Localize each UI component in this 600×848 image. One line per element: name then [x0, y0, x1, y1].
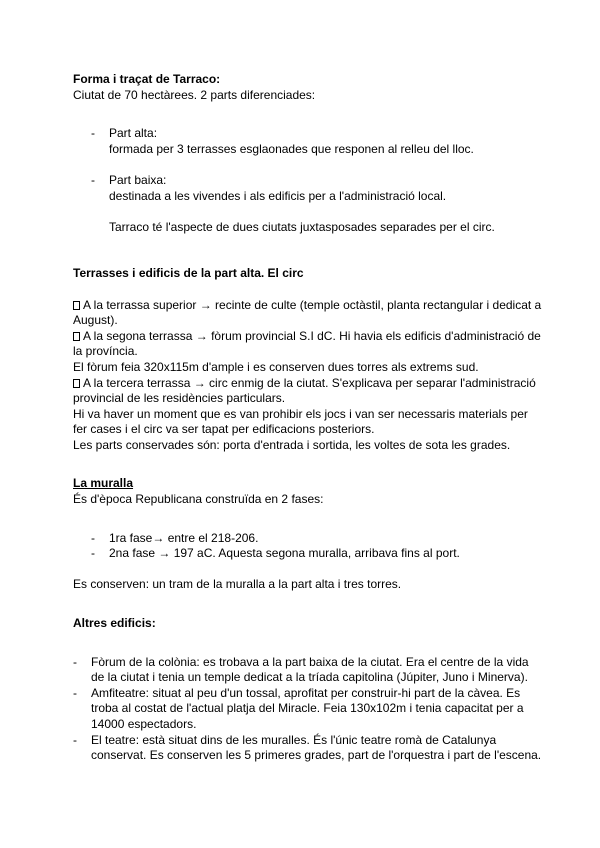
section-intro-muralla: És d'època Republicana construïda en 2 fases:	[73, 492, 324, 507]
paragraph-line: Hi va haver un moment que es van prohibir els jocs i van ser necessaris materials per fer cases i el circ va ser tapat per edificacions posteriors.	[73, 406, 528, 437]
list-item-part-alta	[73, 126, 543, 157]
section-title-muralla: La muralla	[73, 476, 134, 491]
list-item-text: 2na fase → 197 aC. Aquesta segona muralla, arribava fins al port.	[109, 546, 460, 561]
list-dash: -	[91, 126, 95, 141]
list-item	[73, 655, 543, 686]
section-title-forma: Forma i traçat de Tarraco:	[73, 72, 221, 86]
list-item-desc: destinada a les vivendes i als edificis per a l'administració local.	[109, 188, 447, 203]
bullet-symbol-icon	[73, 301, 80, 310]
paragraph-line: Les parts conservades són: porta d'entrada i sortida, les voltes de sota les grades.	[73, 437, 511, 452]
list-item-label: Part baixa:	[109, 172, 167, 187]
list-dash: -	[91, 546, 95, 561]
list-item-part-baixa	[73, 173, 543, 204]
list-item-label: Part alta:	[109, 126, 158, 141]
paragraph-line: El fòrum feia 320x115m d'ample i es conserven dues torres als extrems sud.	[73, 359, 479, 374]
list-item	[73, 546, 543, 562]
paragraph-line: A la terrassa superior → recinte de culte (temple octàstil, planta rectangular i dedicat a August).	[73, 297, 542, 328]
list-item	[73, 531, 543, 547]
bullet-symbol-icon	[73, 379, 80, 388]
list-dash: -	[73, 732, 77, 747]
list-item	[73, 686, 543, 733]
bullet-symbol-icon	[73, 332, 80, 341]
list-dash: -	[91, 172, 95, 187]
section-note-muralla: Es conserven: un tram de la muralla a la part alta i tres torres.	[73, 577, 402, 592]
list-item-text: 1ra fase→ entre el 218-206.	[109, 530, 259, 545]
list-item-text: El teatre: està situat dins de les muralles. És l'únic teatre romà de Catalunya conservat. Es conserven les 5 primeres grades, part de l'orquestra i part de l'escena.	[91, 732, 542, 763]
list-dash: -	[73, 654, 77, 669]
list-item-text: Amfiteatre: situat al peu d'un tossal, aprofitat per construir-hi part de la càvea. Es troba al costat de l'actual platja del Miracle. Feia 130x102m i tenia capacitat per a 14000 espectadors.	[91, 685, 524, 731]
section-title-terrasses: Terrasses i edificis de la part alta. El circ	[73, 266, 304, 281]
paragraph-line: A la segona terrassa → fòrum provincial S.I dC. Hi havia els edificis d'administració de la província.	[73, 328, 541, 359]
list-item	[73, 733, 543, 764]
list-dash: -	[91, 530, 95, 545]
section-title-altres: Altres edificis:	[73, 616, 156, 631]
list-dash: -	[73, 685, 77, 700]
list-item-text: Fòrum de la colònia: es trobava a la part baixa de la ciutat. Era el centre de la vida de la ciutat i tenia un temple dedicat a la tríada capitolina (Júpiter, Juno i Minerva).	[91, 654, 529, 685]
section-note-forma: Tarraco té l'aspecte de dues ciutats juxtasposades separades per el circ.	[109, 219, 495, 234]
paragraph-line: A la tercera terrassa → circ enmig de la ciutat. S'explicava per separar l'administració provincial de les residències particulars.	[73, 375, 536, 406]
section-intro-forma: Ciutat de 70 hectàrees. 2 parts diferenciades:	[73, 87, 316, 102]
document-content	[73, 72, 543, 764]
list-item-desc: formada per 3 terrasses esglaonades que responen al relleu del lloc.	[109, 141, 474, 156]
